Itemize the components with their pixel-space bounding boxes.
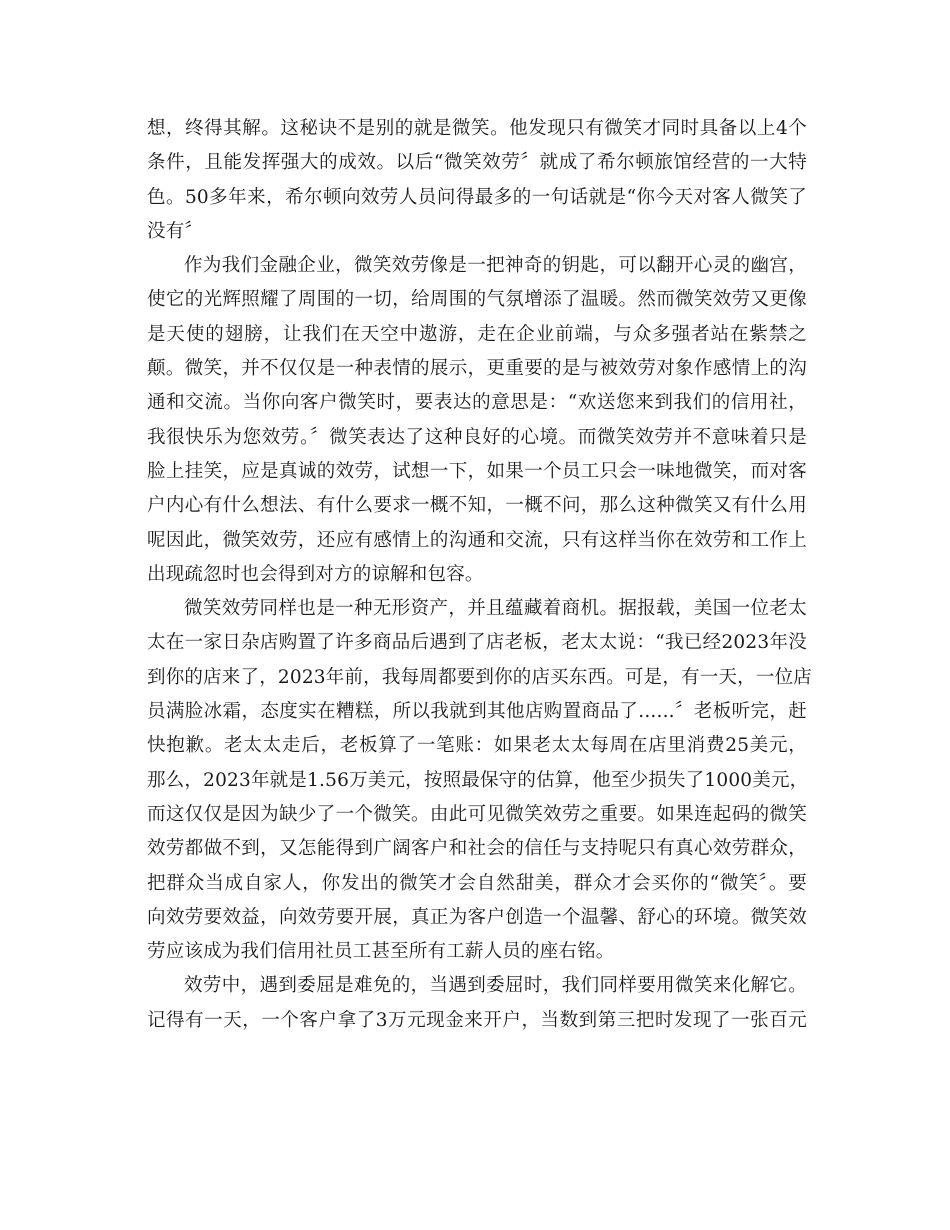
text-line: 记得有一天，一个客户拿了3万元现金来开户，当数到第三把时发现了一张百元 [147, 1009, 807, 1031]
text-line: 使它的光辉照耀了周围的一切，给周围的气氛增添了温暖。然而微笑效劳又更像 [147, 289, 807, 311]
text-line: 而这仅仅是因为缺少了一个微笑。由此可见微笑效劳之重要。如果连起码的微笑 [147, 803, 807, 825]
text-line: 色。50多年来，希尔顿向效劳人员问得最多的一句话就是“你今天对客人微笑了 [147, 186, 807, 208]
text-line: 通和交流。当你向客户微笑时，要表达的意思是：“欢送您来到我们的信用社， [147, 392, 807, 414]
text-line: 微笑效劳同样也是一种无形资产，并且蕴藏着商机。据报载，美国一位老太 [184, 598, 807, 620]
text-line: 劳应该成为我们信用社员工甚至所有工薪人员的座右铭。 [147, 941, 615, 963]
text-line: 作为我们金融企业，微笑效劳像是一把神奇的钥匙，可以翻开心灵的幽宫， [184, 255, 807, 277]
text-line: 条件，且能发挥强大的成效。以后“微笑效劳〞就成了希尔顿旅馆经营的一大特 [147, 152, 807, 174]
text-line: 没有〞 [147, 220, 204, 242]
text-line: 效劳中，遇到委屈是难免的，当遇到委屈时，我们同样要用微笑来化解它。 [184, 975, 807, 997]
text-line: 太在一家日杂店购置了许多商品后遇到了店老板，老太太说：“我已经2023年没 [147, 632, 807, 654]
text-line: 出现疏忽时也会得到对方的谅解和包容。 [147, 563, 484, 585]
text-line: 到你的店来了，2023年前，我每周都要到你的店买东西。可是，有一天，一位店 [147, 666, 812, 688]
text-line: 呢因此，微笑效劳，还应有感情上的沟通和交流，只有这样当你在效劳和工作上 [147, 529, 807, 551]
paragraph-1 [147, 112, 807, 249]
text-line: 快抱歉。老太太走后，老板算了一笔账：如果老太太每周在店里消费25美元， [147, 735, 807, 757]
text-line: 员满脸冰霜，态度实在糟糕，所以我就到其他店购置商品了......〞老板听完，赶 [147, 701, 807, 723]
text-line: 户内心有什么想法、有什么要求一概不知，一概不问，那么这种微笑又有什么用 [147, 495, 807, 517]
text-line: 效劳都做不到，又怎能得到广阔客户和社会的信任与支持呢只有真心效劳群众， [147, 838, 807, 860]
text-line: 是天使的翅膀，让我们在天空中遨游，走在企业前端，与众多强者站在紫禁之 [147, 323, 807, 345]
text-line: 想，终得其解。这秘诀不是别的就是微笑。他发现只有微笑才同时具备以上4个 [147, 118, 807, 139]
paragraph-2 [147, 249, 807, 592]
paragraph-4 [147, 969, 807, 1038]
text-line: 把群众当成自家人，你发出的微笑才会自然甜美，群众才会买你的“微笑〞。要 [147, 872, 807, 894]
text-line: 颠。微笑，并不仅仅是一种表情的展示，更重要的是与被效劳对象作感情上的沟 [147, 358, 807, 380]
body-text [147, 112, 812, 1038]
text-line: 我很快乐为您效劳。〞微笑表达了这种良好的心境。而微笑效劳并不意味着只是 [147, 426, 807, 448]
text-line: 向效劳要效益，向效劳要开展，真正为客户创造一个温馨、舒心的环境。微笑效 [147, 906, 807, 928]
text-line: 那么，2023年就是1.56万美元，按照最保守的估算，他至少损失了1000美元， [147, 769, 809, 791]
paragraph-3 [147, 592, 812, 969]
text-line: 脸上挂笑，应是真诚的效劳，试想一下，如果一个员工只会一味地微笑，而对客 [147, 460, 807, 482]
